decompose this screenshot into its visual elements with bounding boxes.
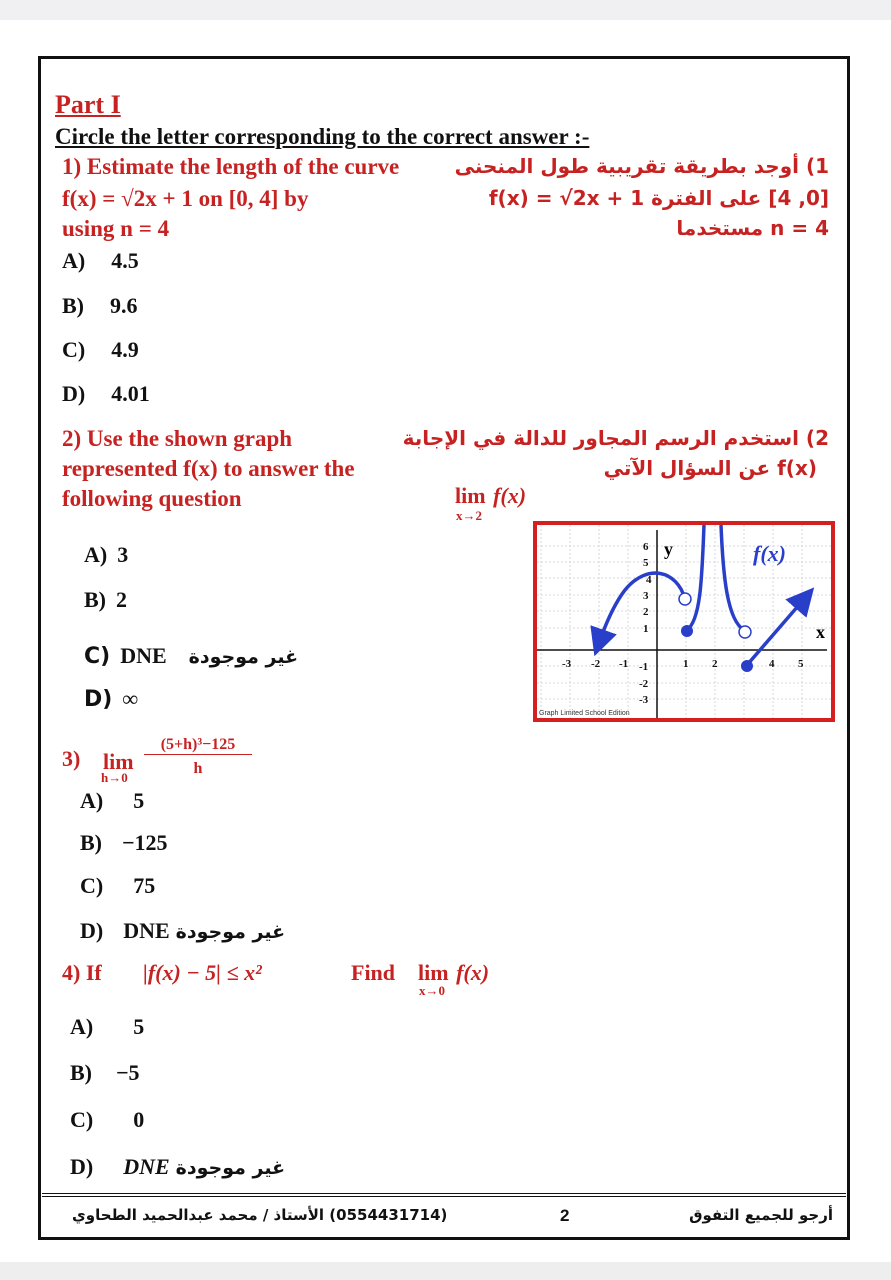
q1-ar-line3: n = 4 مستخدما bbox=[676, 216, 829, 240]
q3-choice-a[interactable] bbox=[80, 788, 144, 814]
q3-choice-c[interactable] bbox=[80, 873, 155, 899]
y-tick: 6 bbox=[643, 541, 649, 553]
curve-asymptote-right bbox=[721, 525, 744, 630]
choice-letter: B) bbox=[62, 293, 84, 318]
choice-value: −125 bbox=[122, 830, 168, 855]
q1-choice-c[interactable] bbox=[62, 337, 139, 363]
q1-ar-line1: 1) أوجد بطريقة تقريبية طول المنحنى bbox=[454, 154, 829, 178]
function-label: f(x) bbox=[753, 541, 786, 566]
y-tick: -2 bbox=[639, 678, 649, 690]
choice-value: 4.9 bbox=[111, 337, 139, 362]
q2-limit-sub: x→2 bbox=[456, 508, 482, 523]
q3-choice-b[interactable] bbox=[80, 830, 168, 856]
q1-en-line1: 1) Estimate the length of the curve bbox=[62, 154, 400, 179]
choice-value: 3 bbox=[117, 542, 129, 567]
y-tick: 1 bbox=[643, 623, 649, 635]
choice-value: 4.01 bbox=[111, 381, 150, 406]
y-tick: 5 bbox=[643, 557, 649, 569]
graph-credit: Graph Limited School Edition bbox=[539, 710, 630, 717]
q3-choice-d[interactable] bbox=[80, 918, 285, 944]
open-point bbox=[739, 626, 751, 638]
curve-left-branch bbox=[599, 573, 685, 643]
q4-choice-b[interactable] bbox=[70, 1060, 140, 1086]
function-graph bbox=[537, 525, 831, 718]
q2-choice-d[interactable] bbox=[84, 686, 138, 712]
q3-denominator: h bbox=[193, 760, 203, 777]
graph-box bbox=[533, 521, 835, 722]
choice-letter: C) bbox=[80, 873, 104, 898]
choice-value: 75 bbox=[133, 873, 156, 898]
choice-value: 0 bbox=[133, 1107, 145, 1132]
x-tick: -1 bbox=[619, 658, 629, 670]
x-tick-labels bbox=[562, 658, 804, 670]
q2-en-line3: following question bbox=[62, 486, 242, 511]
x-tick: 1 bbox=[683, 658, 689, 670]
bottom-strip bbox=[0, 1262, 891, 1280]
curve-asymptote-left bbox=[687, 525, 704, 630]
y-tick-labels bbox=[639, 541, 652, 706]
q2-choice-c[interactable] bbox=[84, 643, 298, 669]
top-strip bbox=[0, 0, 891, 20]
open-point bbox=[679, 593, 691, 605]
closed-point bbox=[681, 625, 693, 637]
choice-letter: B) bbox=[80, 830, 102, 855]
footer-teacher: (0554431714) الأستاذ / محمد عبدالحميد الطحاوي bbox=[72, 1206, 448, 1224]
q3-numerator: (5+h)³−125 bbox=[144, 736, 252, 755]
choice-letter: D) bbox=[70, 1154, 94, 1179]
closed-point bbox=[741, 660, 753, 672]
y-tick: 2 bbox=[643, 606, 649, 618]
choice-value: DNE bbox=[123, 1154, 170, 1179]
choice-letter: D) bbox=[84, 687, 113, 712]
part-title: Part I bbox=[55, 90, 121, 119]
x-tick: 4 bbox=[769, 658, 775, 670]
footer-wish: أرجو للجميع التفوق bbox=[689, 1206, 833, 1224]
choice-letter: D) bbox=[80, 918, 104, 943]
q1-choice-d[interactable] bbox=[62, 381, 150, 407]
choice-value: 4.5 bbox=[111, 248, 139, 273]
choice-letter: C) bbox=[84, 644, 111, 669]
choice-letter: C) bbox=[62, 337, 86, 362]
q4-choice-c[interactable] bbox=[70, 1107, 144, 1133]
page-number: 2 bbox=[560, 1206, 570, 1225]
q3-number: 3) bbox=[62, 746, 81, 771]
q4-inequality: |f(x) − 5| ≤ x² bbox=[143, 960, 262, 985]
q3-lim-sub: h→0 bbox=[101, 770, 128, 785]
choice-value: −5 bbox=[116, 1060, 140, 1085]
q2-choice-a[interactable] bbox=[84, 542, 128, 568]
choice-value: 2 bbox=[116, 587, 127, 612]
choice-value: DNE bbox=[123, 918, 170, 943]
choice-letter: B) bbox=[84, 587, 106, 612]
choice-value: DNE bbox=[120, 643, 167, 668]
y-tick: -1 bbox=[639, 661, 649, 673]
x-tick: 2 bbox=[712, 658, 718, 670]
lim-function: f(x) bbox=[493, 483, 527, 508]
q2-en-line2: represented f(x) to answer the bbox=[62, 456, 355, 481]
q4-prefix: 4) If bbox=[62, 960, 102, 985]
choice-letter: A) bbox=[80, 788, 104, 813]
choice-letter: D) bbox=[62, 381, 86, 406]
choice-value: ∞ bbox=[122, 686, 139, 711]
q2-limit bbox=[455, 483, 526, 509]
q1-choice-b[interactable] bbox=[62, 293, 138, 319]
choice-value: 9.6 bbox=[110, 293, 138, 318]
q4-find: Find bbox=[351, 960, 396, 985]
q1-choice-a[interactable] bbox=[62, 248, 139, 274]
y-tick: -3 bbox=[639, 694, 649, 706]
choice-letter: A) bbox=[70, 1014, 94, 1039]
q1-en-line2: f(x) = √2x + 1 on [0, 4] by bbox=[62, 186, 309, 211]
choice-letter: B) bbox=[70, 1060, 92, 1085]
lim-word: lim bbox=[418, 960, 449, 985]
x-tick: -3 bbox=[562, 658, 572, 670]
instruction: Circle the letter corresponding to the correct answer :- bbox=[55, 124, 590, 149]
choice-letter: A) bbox=[62, 248, 86, 273]
choice-arabic: غير موجودة bbox=[175, 921, 286, 943]
y-tick: 3 bbox=[643, 590, 649, 602]
choice-letter: C) bbox=[70, 1107, 94, 1132]
q4-choice-a[interactable] bbox=[70, 1014, 144, 1040]
x-tick: -2 bbox=[591, 658, 601, 670]
q2-ar-line2: f(x) عن السؤال الآتي bbox=[603, 456, 817, 480]
y-axis-label: y bbox=[664, 539, 673, 559]
x-tick: 5 bbox=[798, 658, 804, 670]
choice-arabic: غير موجودة bbox=[175, 1157, 286, 1179]
q1-ar-line2: [0, 4] على الفترة f(x) = √2x + 1 bbox=[488, 186, 829, 210]
x-axis-label: x bbox=[816, 622, 825, 642]
curve-right-line bbox=[747, 598, 805, 665]
choice-value: 5 bbox=[133, 788, 145, 813]
lim-word: lim bbox=[455, 483, 486, 508]
y-tick: 4 bbox=[646, 574, 652, 586]
lim-function: f(x) bbox=[456, 960, 490, 985]
q3-lim-word: lim bbox=[103, 749, 134, 774]
choice-arabic: غير موجودة bbox=[188, 646, 299, 668]
q4-limit-sub: x→0 bbox=[419, 983, 445, 998]
q2-ar-line1: 2) استخدم الرسم المجاور للدالة في الإجابة bbox=[402, 426, 829, 450]
choice-letter: A) bbox=[84, 542, 108, 567]
q2-choice-b[interactable] bbox=[84, 587, 127, 613]
q4-choice-d[interactable] bbox=[70, 1154, 285, 1180]
q1-en-line3: using n = 4 bbox=[62, 216, 170, 241]
q2-en-line1: 2) Use the shown graph bbox=[62, 426, 293, 451]
choice-value: 5 bbox=[133, 1014, 145, 1039]
